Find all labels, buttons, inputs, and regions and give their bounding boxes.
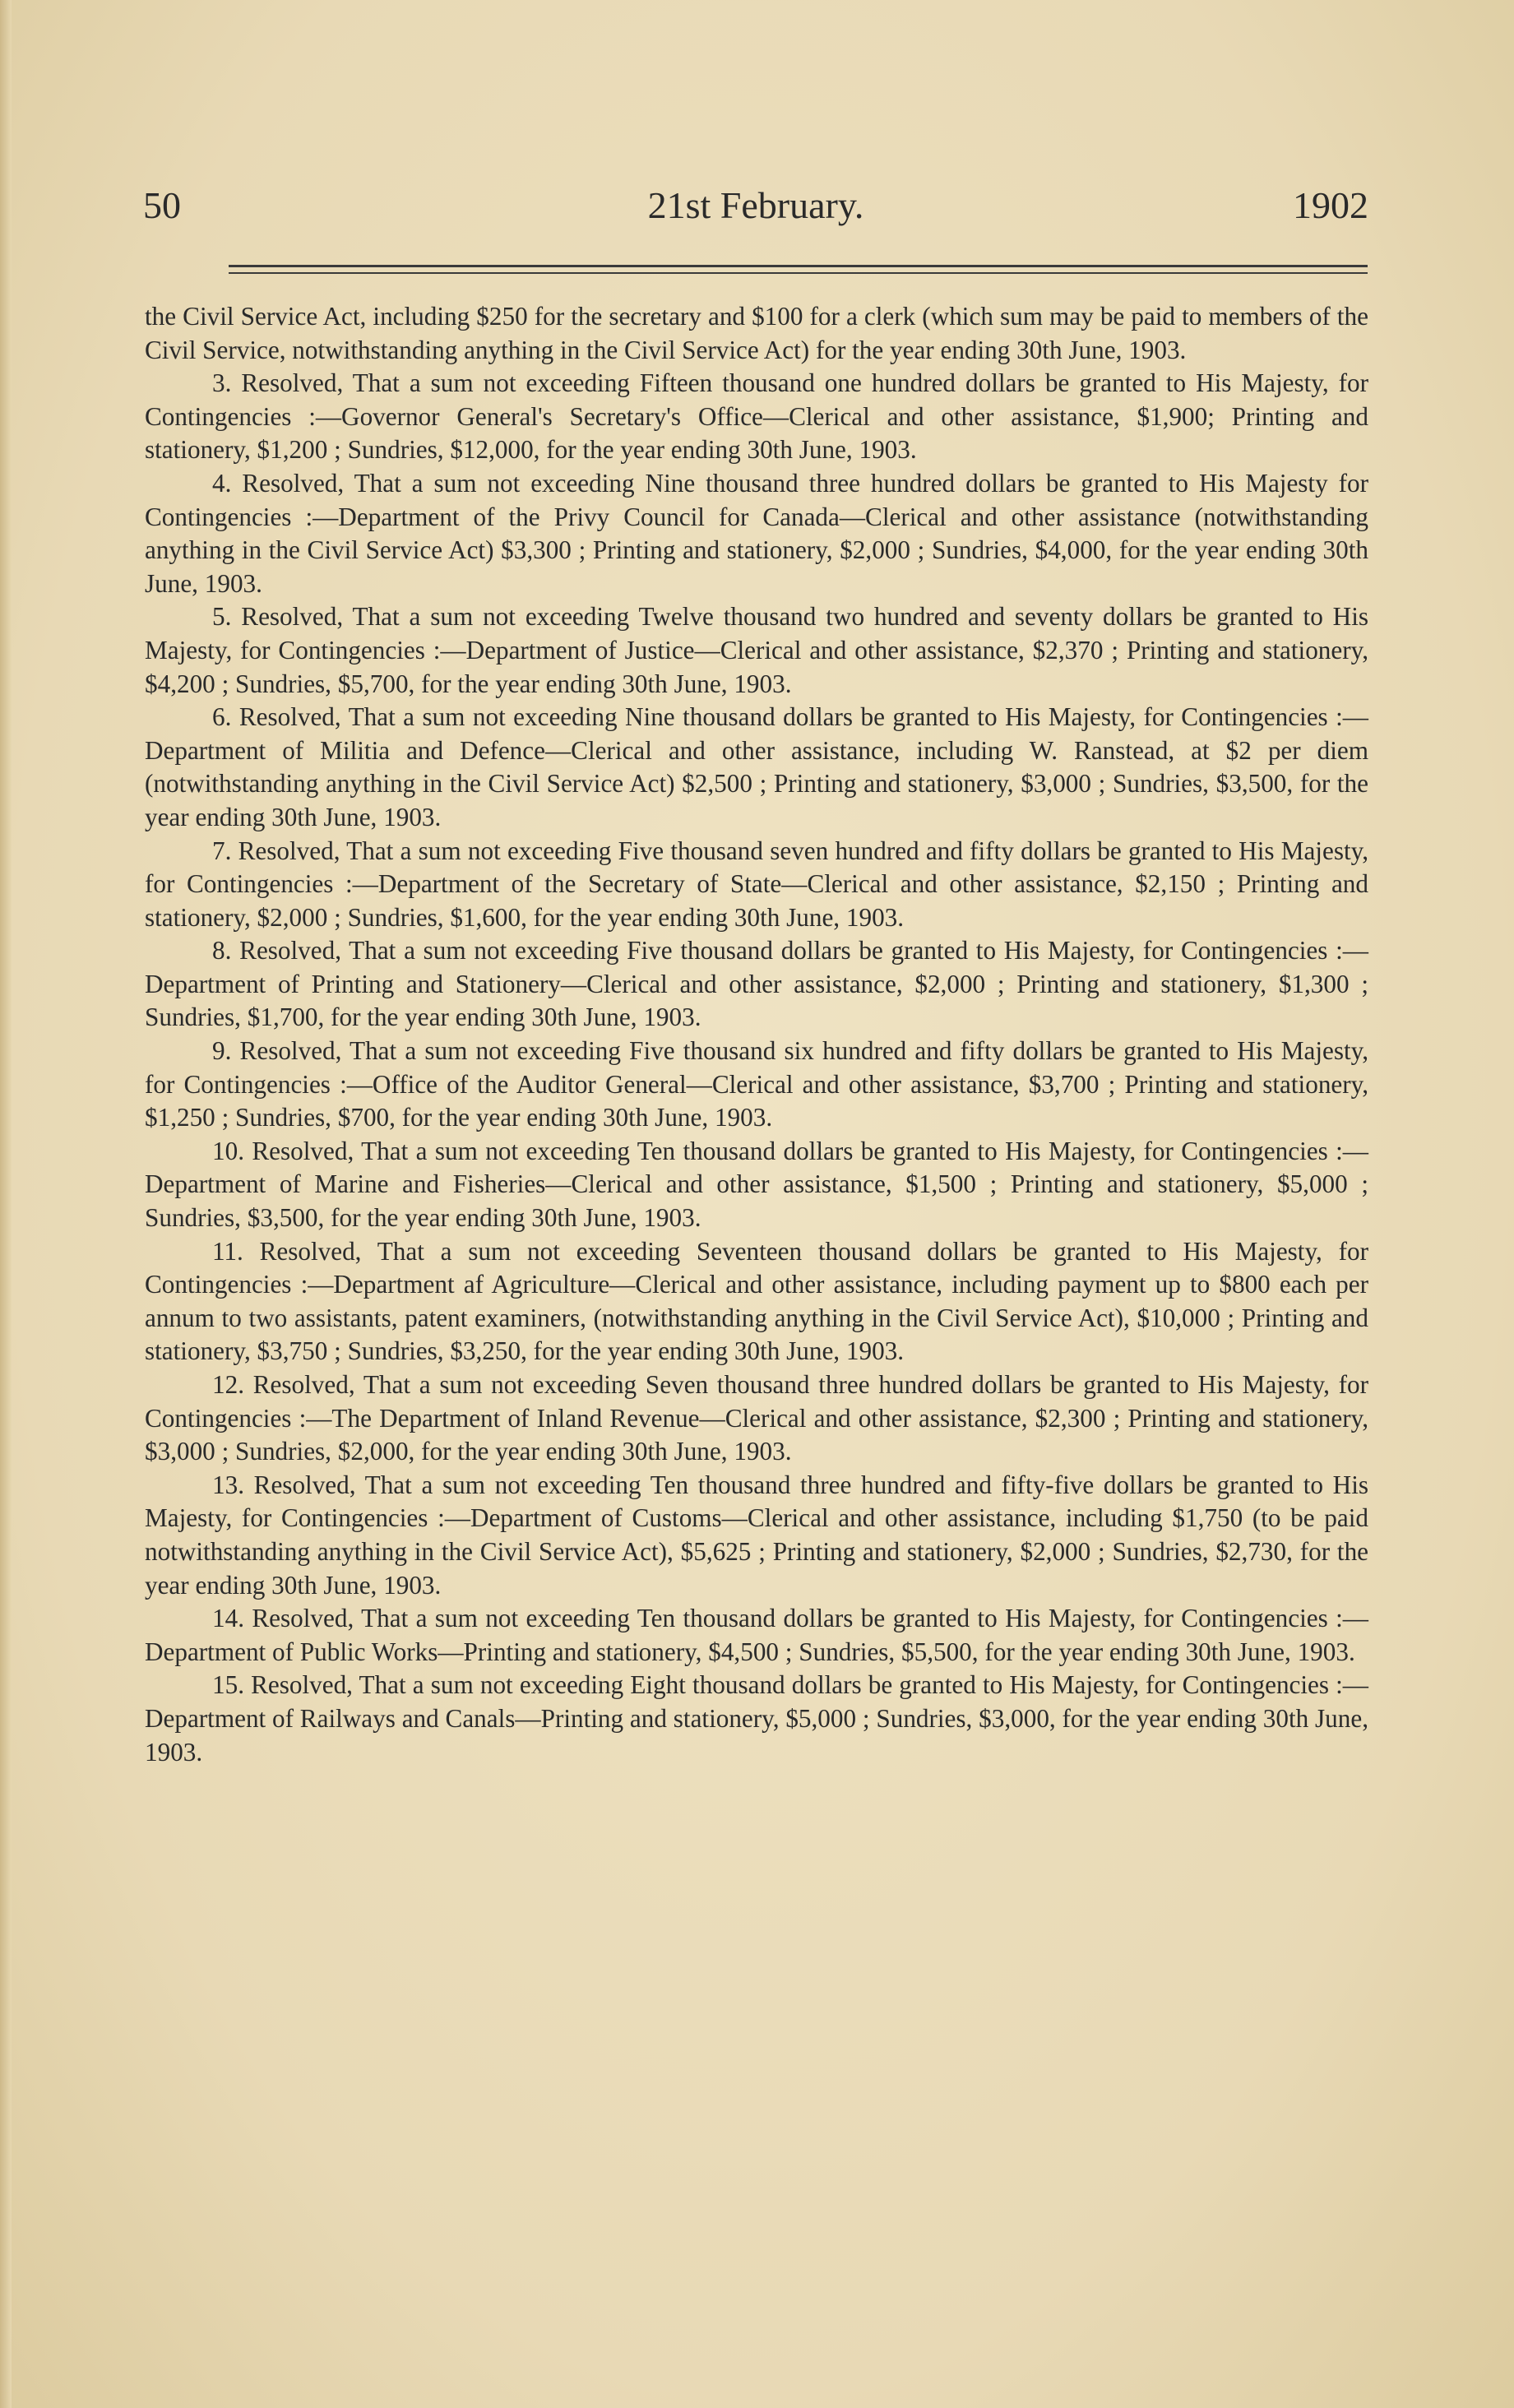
resolution-13: 13. Resolved, That a sum not exceeding Ten thousand three hundred and fifty-five dollars be granted to His Majesty, for Contingencies :—Department of Customs—Clerical and other assistance, including $1,750 (to be paid notwithstanding anything in the Civil Service Act), $5,625 ; Printing and stationery, $2,000 ; Sundries, $2,730, for the year ending 30th June, 1903. bbox=[145, 1470, 1368, 1600]
page-number: 50 bbox=[143, 184, 181, 226]
resolution-4: 4. Resolved, That a sum not exceeding Nine thousand three hundred dollars be granted to His Majesty for Contingencies :—Department of the Privy Council for Canada—Clerical and other assistance (notwithstanding anything in the Civil Service Act) $3,300 ; Printing and stationery, $2,000 ; Sundries, $4,000, for the year ending 30th June, 1903. bbox=[145, 468, 1368, 598]
page-edge-shadow bbox=[0, 0, 12, 2408]
resolution-10: 10. Resolved, That a sum not exceeding Ten thousand dollars be granted to His Majesty, for Contingencies :—Department of Marine and Fisheries—Clerical and other assistance, $1,500 ; Printing and stationery, $5,000 ; Sundries, $3,500, for the year ending 30th June, 1903. bbox=[145, 1136, 1368, 1233]
resolution-12: 12. Resolved, That a sum not exceeding Seven thousand three hundred dollars be granted to His Majesty, for Contingencies :—The Department of Inland Revenue—Clerical and other assistance, $2,300 ; Printing and stationery, $3,000 ; Sundries, $2,000, for the year ending 30th June, 1903. bbox=[145, 1370, 1368, 1466]
resolution-8: 8. Resolved, That a sum not exceeding Five thousand dollars be granted to His Majesty, for Contingencies :—Department of Printing and Stationery—Clerical and other assistance, $2,000 ; Printing and stationery, $1,300 ; Sundries, $1,700, for the year ending 30th June, 1903. bbox=[145, 936, 1368, 1032]
resolution-15: 15. Resolved, That a sum not exceeding Eight thousand dollars be granted to His Majesty, for Contingencies :—Department of Railways and Canals—Printing and stationery, $5,000 ; Sundries, $3,000, for the year ending 30th June, 1903. bbox=[145, 1670, 1368, 1767]
resolution-5: 5. Resolved, That a sum not exceeding Twelve thousand two hundred and seventy dollars be granted to His Majesty, for Contingencies :—Department of Justice—Clerical and other assistance, $2,370 ; Printing and stationery, $4,200 ; Sundries, $5,700, for the year ending 30th June, 1903. bbox=[145, 602, 1368, 698]
header-date: 21st February. bbox=[647, 184, 864, 226]
header-year: 1902 bbox=[1293, 184, 1368, 226]
resolution-11: 11. Resolved, That a sum not exceeding Seventeen thousand dollars be granted to His Majesty, for Contingencies :—Department af Agriculture—Clerical and other assistance, including payment up to $800 each per annum to two assistants, patent examiners, (notwithstanding anything in the Civil Service Act), $10,000 ; Printing and stationery, $3,750 ; Sundries, $3,250, for the year ending 30th June, 1903. bbox=[145, 1236, 1368, 1366]
resolution-6: 6. Resolved, That a sum not exceeding Nine thousand dollars be granted to His Majesty, for Contingencies :—Department of Militia and Defence—Clerical and other assistance, including W. Ranstead, at $2 per diem (notwithstanding anything in the Civil Service Act) $2,500 ; Printing and stationery, $3,000 ; Sundries, $3,500, for the year ending 30th June, 1903. bbox=[145, 702, 1368, 831]
resolution-3: 3. Resolved, That a sum not exceeding Fifteen thousand one hundred dollars be granted to His Majesty, for Contingencies :—Governor General's Secretary's Office—Clerical and other assistance, $1,900; Printing and stationery, $1,200 ; Sundries, $12,000, for the year ending 30th June, 1903. bbox=[145, 368, 1368, 465]
resolution-14: 14. Resolved, That a sum not exceeding Ten thousand dollars be granted to His Majesty, for Contingencies :—Department of Public Works—Printing and stationery, $4,500 ; Sundries, $5,500, for the year ending 30th June, 1903. bbox=[145, 1604, 1368, 1666]
body-text bbox=[145, 300, 1368, 1769]
header-rule-bottom bbox=[229, 272, 1368, 274]
resolution-9: 9. Resolved, That a sum not exceeding Five thousand six hundred and fifty dollars be granted to His Majesty, for Contingencies :—Office of the Auditor General—Clerical and other assistance, $3,700 ; Printing and stationery, $1,250 ; Sundries, $700, for the year ending 30th June, 1903. bbox=[145, 1036, 1368, 1132]
resolution-7: 7. Resolved, That a sum not exceeding Five thousand seven hundred and fifty dollars be granted to His Majesty, for Contingencies :—Department of the Secretary of State—Clerical and other assistance, $2,150 ; Printing and stationery, $2,000 ; Sundries, $1,600, for the year ending 30th June, 1903. bbox=[145, 836, 1368, 932]
page-header bbox=[143, 177, 1368, 234]
header-rule-top bbox=[229, 265, 1368, 267]
paragraph-continuation: the Civil Service Act, including $250 for the secretary and $100 for a clerk (which sum may be paid to members of the Civil Service, notwithstanding anything in the Civil Service Act) for the year ending 30th June, 1903. bbox=[145, 302, 1368, 364]
